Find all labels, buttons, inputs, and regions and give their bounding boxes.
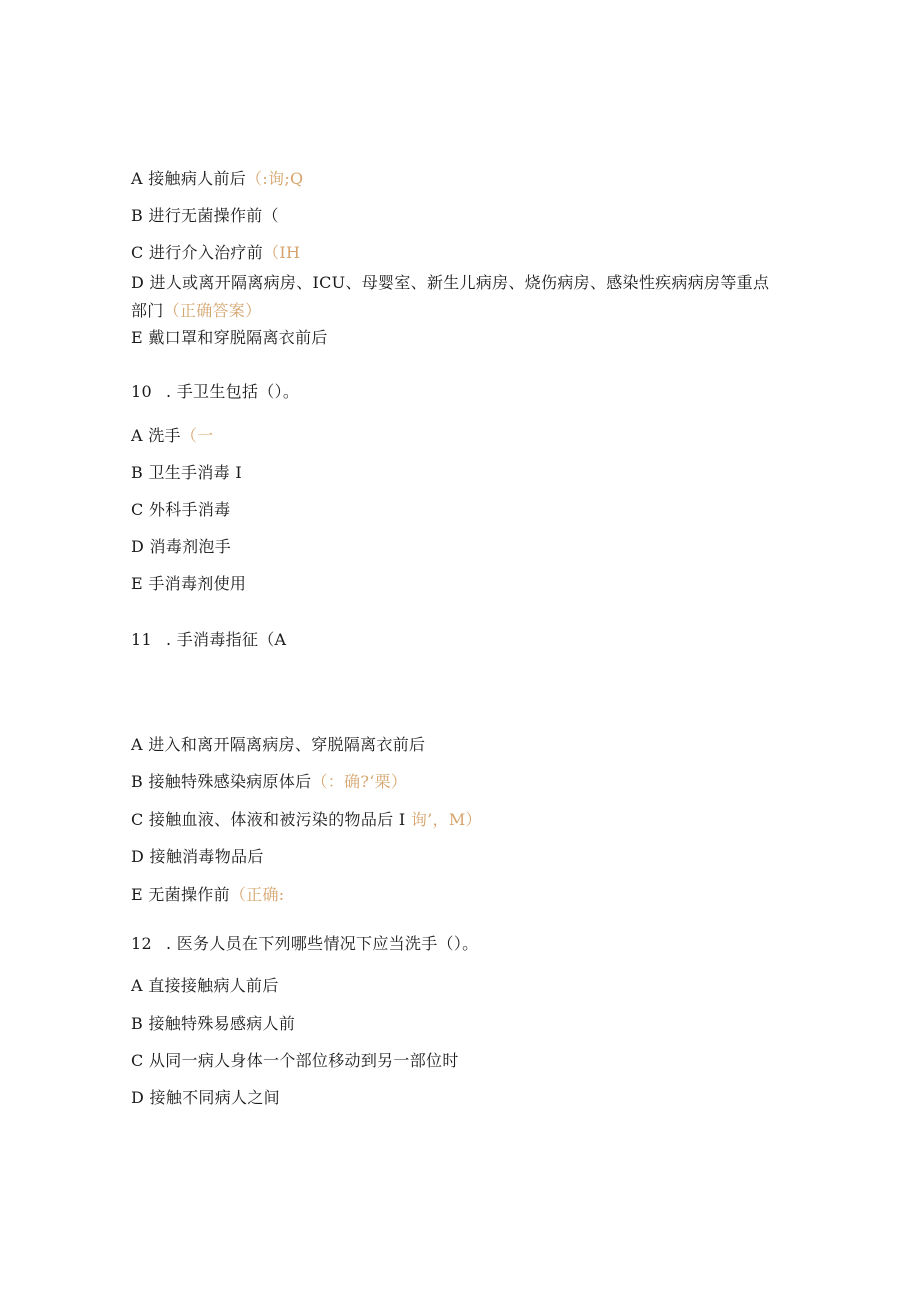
q11-number: 11 — [131, 630, 152, 649]
q9-option-b-text: B 进行无菌操作前（ — [131, 206, 279, 225]
q12-option-d — [131, 1087, 280, 1109]
q9-option-e — [131, 327, 328, 349]
q12-option-b-text: B 接触特殊易感病人前 — [131, 1014, 296, 1033]
q10-option-e-text: E 手消毒剂使用 — [131, 574, 247, 593]
q10-option-d — [131, 536, 231, 558]
q9-option-b — [131, 205, 279, 227]
q11-option-c — [131, 809, 482, 831]
q12-question — [131, 933, 478, 955]
q10-option-a — [131, 425, 213, 447]
q11-option-b — [131, 771, 407, 793]
q10-option-d-text: D 消毒剂泡手 — [131, 537, 232, 556]
q11-option-d — [131, 846, 264, 868]
q11-option-e — [131, 884, 284, 906]
q11-option-b-answer-mark: （：确?‘栗） — [311, 772, 408, 791]
q11-option-b-text: B 接触特殊感染病原体后 — [131, 772, 312, 791]
q9-option-a-answer-mark: （:询;Q — [246, 169, 304, 188]
q9-option-a-text: A 接触病人前后 — [131, 169, 247, 188]
q11-option-d-text: D 接触消毒物品后 — [131, 847, 264, 866]
q11-question — [131, 629, 286, 651]
q12-option-b — [131, 1013, 295, 1035]
q11-option-c-answer-mark: 询’，M） — [410, 810, 482, 829]
q10-option-e — [131, 573, 246, 595]
q11-option-c-text: C 接触血液、体液和被污染的物品后 I — [131, 810, 406, 829]
q10-option-a-text: A 洗手 — [131, 426, 181, 445]
q9-option-a — [131, 168, 303, 190]
q9-option-d — [131, 269, 781, 325]
q10-option-b-text: B 卫生手消毒 I — [131, 463, 242, 482]
q11-option-e-answer-mark: （正确: — [229, 885, 285, 904]
q12-option-a-text: A 直接接触病人前后 — [131, 976, 279, 995]
q10-option-a-answer-mark: （一 — [180, 426, 214, 445]
q12-text: . 医务人员在下列哪些情况下应当洗手（）。 — [165, 934, 479, 953]
q12-option-a — [131, 975, 279, 997]
q10-question — [131, 381, 299, 403]
q12-option-c — [131, 1050, 459, 1072]
q12-option-d-text: D 接触不同病人之间 — [131, 1088, 280, 1107]
q9-option-d-answer-mark: （正确答案） — [163, 301, 262, 320]
q10-option-c — [131, 499, 230, 521]
q9-option-e-text: E 戴口罩和穿脱隔离衣前后 — [131, 328, 328, 347]
q11-option-a-text: A 进入和离开隔离病房、穿脱隔离衣前后 — [131, 735, 426, 754]
q11-option-e-text: E 无菌操作前 — [131, 885, 230, 904]
q11-text: . 手消毒指征（A — [165, 630, 287, 649]
q10-number: 10 — [131, 382, 152, 401]
q10-option-b — [131, 462, 242, 484]
q11-option-a — [131, 734, 425, 756]
q9-option-c-answer-mark: （IH — [263, 243, 301, 262]
q10-text: . 手卫生包括（）。 — [165, 382, 300, 401]
q12-number: 12 — [131, 934, 152, 953]
q9-option-c-text: C 进行介入治疗前 — [131, 243, 264, 262]
q9-option-d-text: D 进人或离开隔离病房、ICU、母婴室、新生儿病房、烧伤病房、感染性疾病病房等重点部门 — [131, 273, 770, 320]
q9-option-c — [131, 242, 300, 264]
q10-option-c-text: C 外科手消毒 — [131, 500, 231, 519]
q12-option-c-text: C 从同一病人身体一个部位移动到另一部位时 — [131, 1051, 459, 1070]
